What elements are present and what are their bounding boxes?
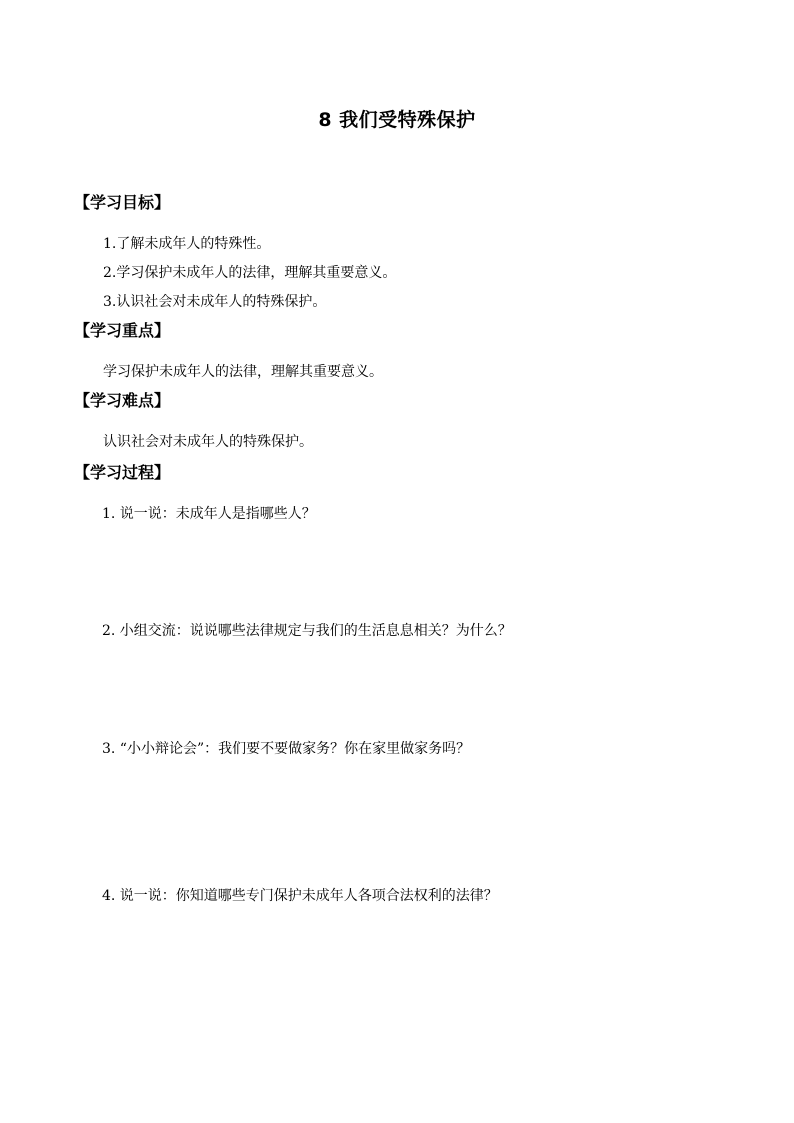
process-question-2: 2. 小组交流：说说哪些法律规定与我们的生活息息相关？为什么？ [102,623,512,639]
heading-learning-goals: 【学习目标】 [74,193,171,212]
heading-key-points: 【学习重点】 [74,321,171,340]
goal-item-3: 3.认识社会对未成年人的特殊保护。 [103,294,327,310]
heading-learning-process: 【学习过程】 [74,463,171,482]
page-title: 8 我们受特殊保护 [318,109,476,131]
goal-item-1: 1.了解未成年人的特殊性。 [103,236,271,252]
goal-item-2: 2.学习保护未成年人的法律，理解其重要意义。 [103,265,397,281]
process-question-3: 3. “小小辩论会”：我们要不要做家务？你在家里做家务吗？ [102,741,471,757]
heading-difficulties: 【学习难点】 [74,391,171,410]
process-question-1: 1. 说一说：未成年人是指哪些人？ [102,506,316,522]
difficulties-text: 认识社会对未成年人的特殊保护。 [103,434,313,450]
process-question-4: 4. 说一说：你知道哪些专门保护未成年人各项合法权利的法律？ [102,888,498,904]
key-points-text: 学习保护未成年人的法律，理解其重要意义。 [103,364,383,380]
